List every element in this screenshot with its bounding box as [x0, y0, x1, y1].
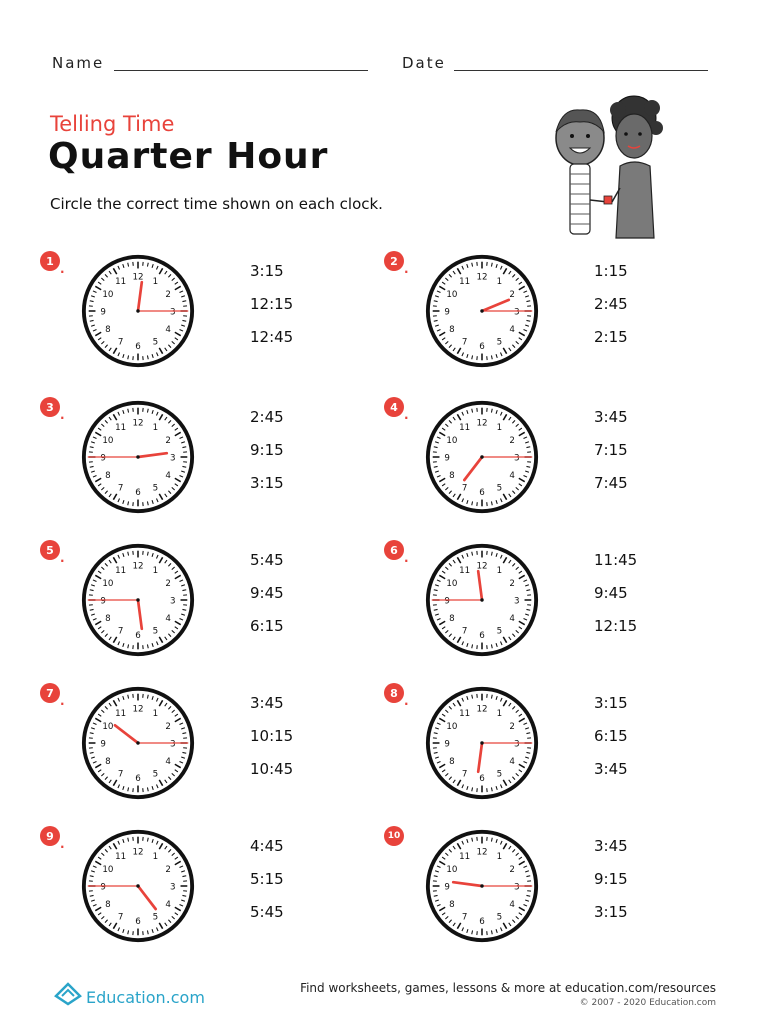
- hour-numeral: 6: [479, 774, 485, 785]
- answer-option[interactable]: 7:45: [594, 474, 628, 492]
- clock-center: [136, 598, 139, 601]
- hour-numeral: 8: [105, 899, 111, 910]
- answer-option[interactable]: 5:45: [250, 551, 284, 569]
- problem-number: 8: [384, 683, 404, 703]
- hour-numeral: 12: [132, 272, 144, 283]
- hour-numeral: 9: [100, 307, 106, 318]
- hour-numeral: 6: [135, 774, 141, 785]
- hour-numeral: 4: [509, 899, 515, 910]
- clock-face: [80, 828, 196, 944]
- hour-numeral: 3: [514, 453, 520, 464]
- answer-option[interactable]: 3:45: [594, 408, 628, 426]
- hour-numeral: 12: [476, 847, 488, 858]
- answer-option[interactable]: 2:45: [250, 408, 284, 426]
- answer-options: [250, 693, 293, 792]
- clock-center: [136, 884, 139, 887]
- hour-numeral: 5: [496, 769, 503, 780]
- clock-center: [480, 455, 483, 458]
- problem-number: 4: [384, 397, 404, 417]
- problem-number-dot: .: [60, 837, 65, 851]
- hour-numeral: 4: [509, 470, 515, 481]
- hour-numeral: 2: [509, 721, 515, 732]
- answer-options: [250, 550, 284, 649]
- hour-numeral: 6: [479, 917, 485, 928]
- answer-option[interactable]: 9:45: [594, 584, 628, 602]
- answer-option[interactable]: 10:15: [250, 727, 294, 745]
- hour-numeral: 4: [165, 470, 171, 481]
- hour-numeral: 1: [152, 423, 159, 434]
- hour-numeral: 1: [496, 566, 503, 577]
- problem-8: [384, 683, 714, 813]
- clock-center: [480, 741, 483, 744]
- hour-numeral: 1: [496, 423, 503, 434]
- education-logo-icon: [52, 976, 84, 1008]
- hour-numeral: 3: [170, 453, 176, 464]
- answer-option[interactable]: 12:15: [594, 617, 638, 635]
- problem-4: [384, 397, 714, 527]
- hour-numeral: 4: [165, 324, 171, 335]
- hour-numeral: 5: [496, 483, 503, 494]
- problem-number: 2: [384, 251, 404, 271]
- clock-center: [136, 455, 139, 458]
- hour-numeral: 9: [100, 596, 106, 607]
- clock-face: [80, 685, 196, 801]
- hour-numeral: 4: [509, 613, 515, 624]
- hour-numeral: 2: [509, 435, 515, 446]
- hour-numeral: 2: [165, 289, 171, 300]
- hour-numeral: 8: [449, 756, 455, 767]
- hour-numeral: 10: [102, 578, 114, 589]
- hour-numeral: 12: [476, 418, 488, 429]
- hour-numeral: 4: [165, 613, 171, 624]
- clock-face: [80, 542, 196, 658]
- problem-number-dot: .: [404, 262, 409, 276]
- answer-option[interactable]: 2:45: [594, 295, 628, 313]
- clock-face: [424, 828, 540, 944]
- hour-numeral: 11: [115, 423, 127, 434]
- hour-numeral: 10: [446, 289, 458, 300]
- hour-numeral: 11: [115, 709, 127, 720]
- problem-number: 6: [384, 540, 404, 560]
- hour-numeral: 7: [117, 912, 124, 923]
- answer-option[interactable]: 11:45: [594, 551, 638, 569]
- hour-numeral: 11: [459, 566, 471, 577]
- problem-9: [40, 826, 370, 956]
- name-label: Name: [52, 54, 105, 72]
- hour-numeral: 5: [152, 912, 159, 923]
- hour-numeral: 6: [479, 488, 485, 499]
- hour-numeral: 3: [514, 739, 520, 750]
- hour-numeral: 6: [135, 342, 141, 353]
- hour-numeral: 2: [165, 578, 171, 589]
- hour-numeral: 9: [100, 882, 106, 893]
- hour-numeral: 10: [102, 289, 114, 300]
- footer-copyright: © 2007 - 2020 Education.com: [579, 998, 716, 1008]
- problem-number-dot: .: [404, 694, 409, 708]
- name-date-row: [52, 54, 712, 74]
- hour-numeral: 9: [444, 596, 450, 607]
- hour-numeral: 5: [152, 626, 159, 637]
- hour-numeral: 3: [170, 596, 176, 607]
- worksheet-title: Quarter Hour: [48, 136, 329, 177]
- answer-option[interactable]: 3:15: [594, 694, 628, 712]
- hour-numeral: 11: [459, 423, 471, 434]
- answer-options: [250, 836, 284, 935]
- date-label: Date: [402, 54, 446, 72]
- hour-numeral: 2: [509, 864, 515, 875]
- answer-option[interactable]: 9:45: [250, 584, 284, 602]
- kids-illustration: [522, 88, 692, 258]
- answer-options: [594, 836, 628, 935]
- problem-number: 3: [40, 397, 60, 417]
- hour-numeral: 11: [459, 852, 471, 863]
- hour-numeral: 10: [102, 435, 114, 446]
- hour-numeral: 3: [170, 882, 176, 893]
- hour-numeral: 3: [514, 307, 520, 318]
- hour-numeral: 5: [496, 626, 503, 637]
- answer-option[interactable]: 9:15: [250, 441, 284, 459]
- hour-numeral: 11: [459, 709, 471, 720]
- worksheet-subtitle: Telling Time: [50, 112, 175, 136]
- hour-numeral: 8: [449, 899, 455, 910]
- hour-numeral: 6: [479, 342, 485, 353]
- answer-option[interactable]: 7:15: [594, 441, 628, 459]
- hour-numeral: 7: [117, 626, 124, 637]
- answer-option[interactable]: 3:45: [250, 694, 284, 712]
- hour-numeral: 1: [496, 277, 503, 288]
- hour-numeral: 3: [514, 882, 520, 893]
- answer-option[interactable]: 10:45: [250, 760, 294, 778]
- hour-numeral: 2: [165, 721, 171, 732]
- clock-center: [480, 309, 483, 312]
- hour-numeral: 4: [165, 756, 171, 767]
- problem-6: [384, 540, 714, 670]
- hour-numeral: 7: [117, 483, 124, 494]
- date-line[interactable]: [454, 70, 708, 71]
- hour-numeral: 5: [496, 912, 503, 923]
- answer-options: [594, 550, 637, 649]
- hour-numeral: 1: [496, 709, 503, 720]
- hour-numeral: 10: [446, 721, 458, 732]
- answer-option[interactable]: 3:45: [594, 837, 628, 855]
- hour-numeral: 2: [509, 578, 515, 589]
- footer-tagline[interactable]: Find worksheets, games, lessons & more at education.com/resources: [300, 981, 716, 995]
- answer-option[interactable]: 9:15: [594, 870, 628, 888]
- hour-numeral: 7: [117, 337, 124, 348]
- answer-option[interactable]: 3:15: [250, 262, 284, 280]
- hour-numeral: 4: [509, 324, 515, 335]
- hour-numeral: 12: [476, 561, 488, 572]
- answer-option[interactable]: 6:15: [250, 617, 284, 635]
- answer-option[interactable]: 12:45: [250, 328, 294, 346]
- hour-numeral: 7: [461, 912, 468, 923]
- hour-numeral: 8: [105, 756, 111, 767]
- hour-numeral: 8: [449, 470, 455, 481]
- hour-numeral: 5: [496, 337, 503, 348]
- hour-numeral: 12: [132, 418, 144, 429]
- hour-numeral: 7: [461, 769, 468, 780]
- instructions: Circle the correct time shown on each clock.: [50, 195, 383, 213]
- hour-numeral: 6: [135, 488, 141, 499]
- hour-numeral: 4: [165, 899, 171, 910]
- clock-face: [424, 399, 540, 515]
- hour-numeral: 11: [115, 277, 127, 288]
- problem-7: [40, 683, 370, 813]
- hour-numeral: 6: [135, 917, 141, 928]
- education-logo[interactable]: [52, 974, 212, 1010]
- hour-numeral: 5: [152, 337, 159, 348]
- problem-10: [384, 826, 714, 956]
- problem-3: [40, 397, 370, 527]
- clock-center: [136, 741, 139, 744]
- hour-numeral: 11: [115, 852, 127, 863]
- hour-numeral: 7: [461, 483, 468, 494]
- hour-numeral: 10: [102, 864, 114, 875]
- hour-numeral: 12: [132, 561, 144, 572]
- problem-5: [40, 540, 370, 670]
- clock-face: [80, 253, 196, 369]
- problem-number: 7: [40, 683, 60, 703]
- answer-option[interactable]: 5:45: [250, 903, 284, 921]
- hour-numeral: 8: [105, 324, 111, 335]
- answer-option[interactable]: 1:15: [594, 262, 628, 280]
- hour-numeral: 10: [446, 864, 458, 875]
- problem-number: 10: [384, 826, 404, 846]
- hour-numeral: 8: [105, 613, 111, 624]
- answer-options: [250, 261, 293, 360]
- answer-option[interactable]: 4:45: [250, 837, 284, 855]
- hour-numeral: 5: [152, 483, 159, 494]
- hour-numeral: 6: [479, 631, 485, 642]
- answer-option[interactable]: 3:45: [594, 760, 628, 778]
- name-line[interactable]: [114, 70, 368, 71]
- hour-numeral: 9: [444, 453, 450, 464]
- hour-numeral: 9: [100, 739, 106, 750]
- problem-number: 9: [40, 826, 60, 846]
- hour-numeral: 12: [132, 704, 144, 715]
- answer-option[interactable]: 3:15: [250, 474, 284, 492]
- hour-numeral: 1: [152, 852, 159, 863]
- hour-numeral: 10: [446, 435, 458, 446]
- hour-numeral: 10: [446, 578, 458, 589]
- answer-options: [594, 693, 628, 792]
- clock-center: [480, 884, 483, 887]
- hour-numeral: 7: [461, 337, 468, 348]
- hour-numeral: 6: [135, 631, 141, 642]
- problem-number-dot: .: [60, 551, 65, 565]
- hour-numeral: 1: [152, 566, 159, 577]
- hour-numeral: 7: [461, 626, 468, 637]
- hour-numeral: 5: [152, 769, 159, 780]
- hour-numeral: 9: [444, 739, 450, 750]
- hour-numeral: 11: [459, 277, 471, 288]
- hour-numeral: 12: [132, 847, 144, 858]
- hour-numeral: 4: [509, 756, 515, 767]
- answer-option[interactable]: 3:15: [594, 903, 628, 921]
- hour-numeral: 9: [444, 882, 450, 893]
- answer-options: [594, 407, 628, 506]
- hour-numeral: 9: [100, 453, 106, 464]
- answer-option[interactable]: 12:15: [250, 295, 294, 313]
- hour-numeral: 10: [102, 721, 114, 732]
- hour-numeral: 3: [170, 307, 176, 318]
- hour-numeral: 3: [514, 596, 520, 607]
- clock-face: [424, 542, 540, 658]
- hour-numeral: 11: [115, 566, 127, 577]
- problem-number-dot: .: [404, 408, 409, 422]
- clock-center: [136, 309, 139, 312]
- hour-numeral: 3: [170, 739, 176, 750]
- hour-numeral: 1: [496, 852, 503, 863]
- hour-numeral: 9: [444, 307, 450, 318]
- hour-numeral: 12: [476, 704, 488, 715]
- problem-number: 5: [40, 540, 60, 560]
- problem-2: [384, 251, 714, 381]
- answer-option[interactable]: 5:15: [250, 870, 284, 888]
- answer-option[interactable]: 6:15: [594, 727, 628, 745]
- hour-numeral: 8: [105, 470, 111, 481]
- education-logo-text: Education.com: [86, 988, 205, 1007]
- problem-number-dot: .: [60, 408, 65, 422]
- hour-numeral: 7: [117, 769, 124, 780]
- clock-face: [424, 253, 540, 369]
- answer-options: [594, 261, 628, 360]
- problem-number: 1: [40, 251, 60, 271]
- problem-number-dot: .: [60, 694, 65, 708]
- clock-center: [480, 598, 483, 601]
- hour-numeral: 2: [509, 289, 515, 300]
- hour-numeral: 1: [152, 709, 159, 720]
- clock-face: [424, 685, 540, 801]
- problem-number-dot: .: [60, 262, 65, 276]
- hour-numeral: 2: [165, 435, 171, 446]
- hour-numeral: 8: [449, 613, 455, 624]
- hour-numeral: 8: [449, 324, 455, 335]
- hour-numeral: 2: [165, 864, 171, 875]
- hour-numeral: 1: [152, 277, 159, 288]
- problem-number-dot: .: [404, 551, 409, 565]
- answer-options: [250, 407, 284, 506]
- problem-1: [40, 251, 370, 381]
- hour-numeral: 12: [476, 272, 488, 283]
- clock-face: [80, 399, 196, 515]
- answer-option[interactable]: 2:15: [594, 328, 628, 346]
